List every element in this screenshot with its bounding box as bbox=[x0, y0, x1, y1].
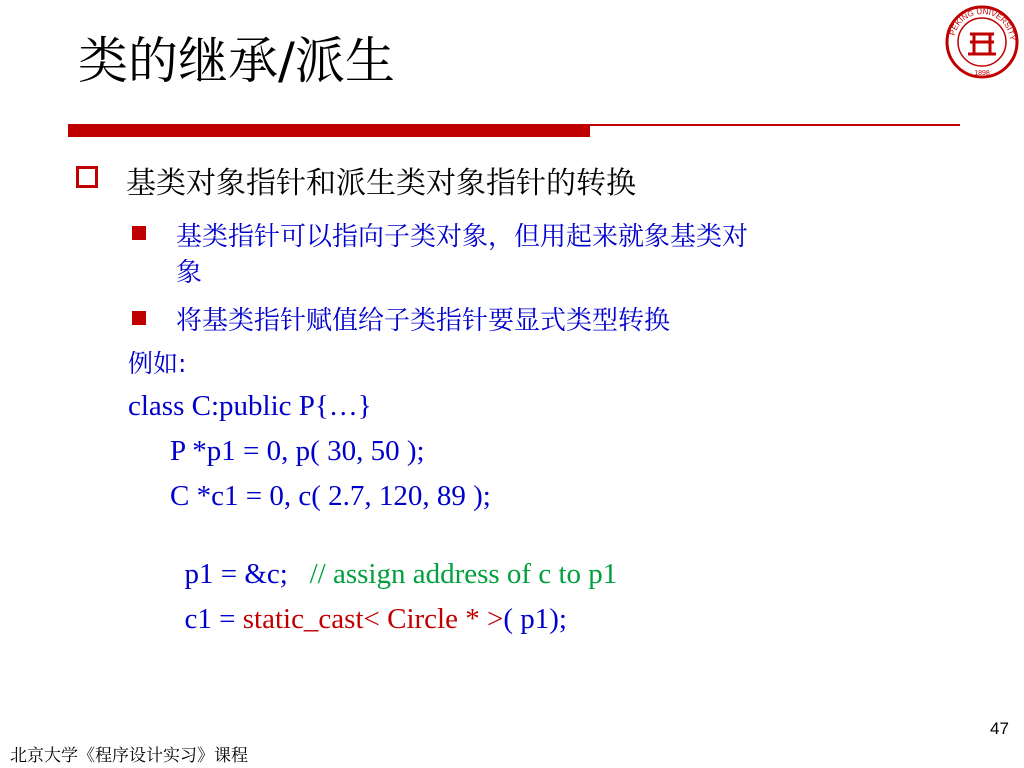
filled-square-bullet-icon bbox=[132, 311, 146, 325]
code-line-5-cast: static_cast< Circle * > bbox=[242, 603, 504, 635]
page-number: 47 bbox=[990, 719, 1009, 738]
code-line-5-lhs: c1 = bbox=[184, 603, 243, 635]
svg-text:1898: 1898 bbox=[974, 70, 990, 77]
code-line-1: class C:public P{…} bbox=[128, 390, 372, 422]
code-line-2: P *p1 = 0, p( 30, 50 ); bbox=[170, 435, 425, 467]
hollow-square-bullet-icon bbox=[76, 166, 98, 188]
bullet-main-text: 基类对象指针和派生类对象指针的转换 bbox=[126, 166, 636, 201]
filled-square-bullet-icon bbox=[132, 226, 146, 240]
title-rule-thick bbox=[68, 124, 590, 137]
sub-bullet-1-line2: 象 bbox=[176, 258, 203, 288]
sub-bullet-1-line1: 基类指针可以指向子类对象，但用起来就象基类对 bbox=[176, 222, 749, 252]
title-rule-thin bbox=[590, 124, 960, 126]
code-line-4-statement: p1 = &c; bbox=[184, 558, 310, 590]
peking-university-seal-icon bbox=[944, 4, 1020, 80]
code-line-4-comment: // assign address of c to p1 bbox=[309, 558, 618, 590]
example-label: 例如: bbox=[128, 349, 187, 378]
slide-title: 类的继承/派生 bbox=[78, 32, 395, 90]
code-line-3: C *c1 = 0, c( 2.7, 120, 89 ); bbox=[170, 480, 491, 512]
course-footer: 北京大学《程序设计实习》课程 bbox=[10, 746, 248, 766]
svg-text:PEKING UNIVERSITY: PEKING UNIVERSITY bbox=[947, 6, 1018, 42]
code-line-5-arg: ( p1); bbox=[503, 603, 567, 635]
code-line-5 bbox=[170, 570, 567, 636]
sub-bullet-2: 将基类指针赋值给子类指针要显式类型转换 bbox=[176, 306, 671, 336]
